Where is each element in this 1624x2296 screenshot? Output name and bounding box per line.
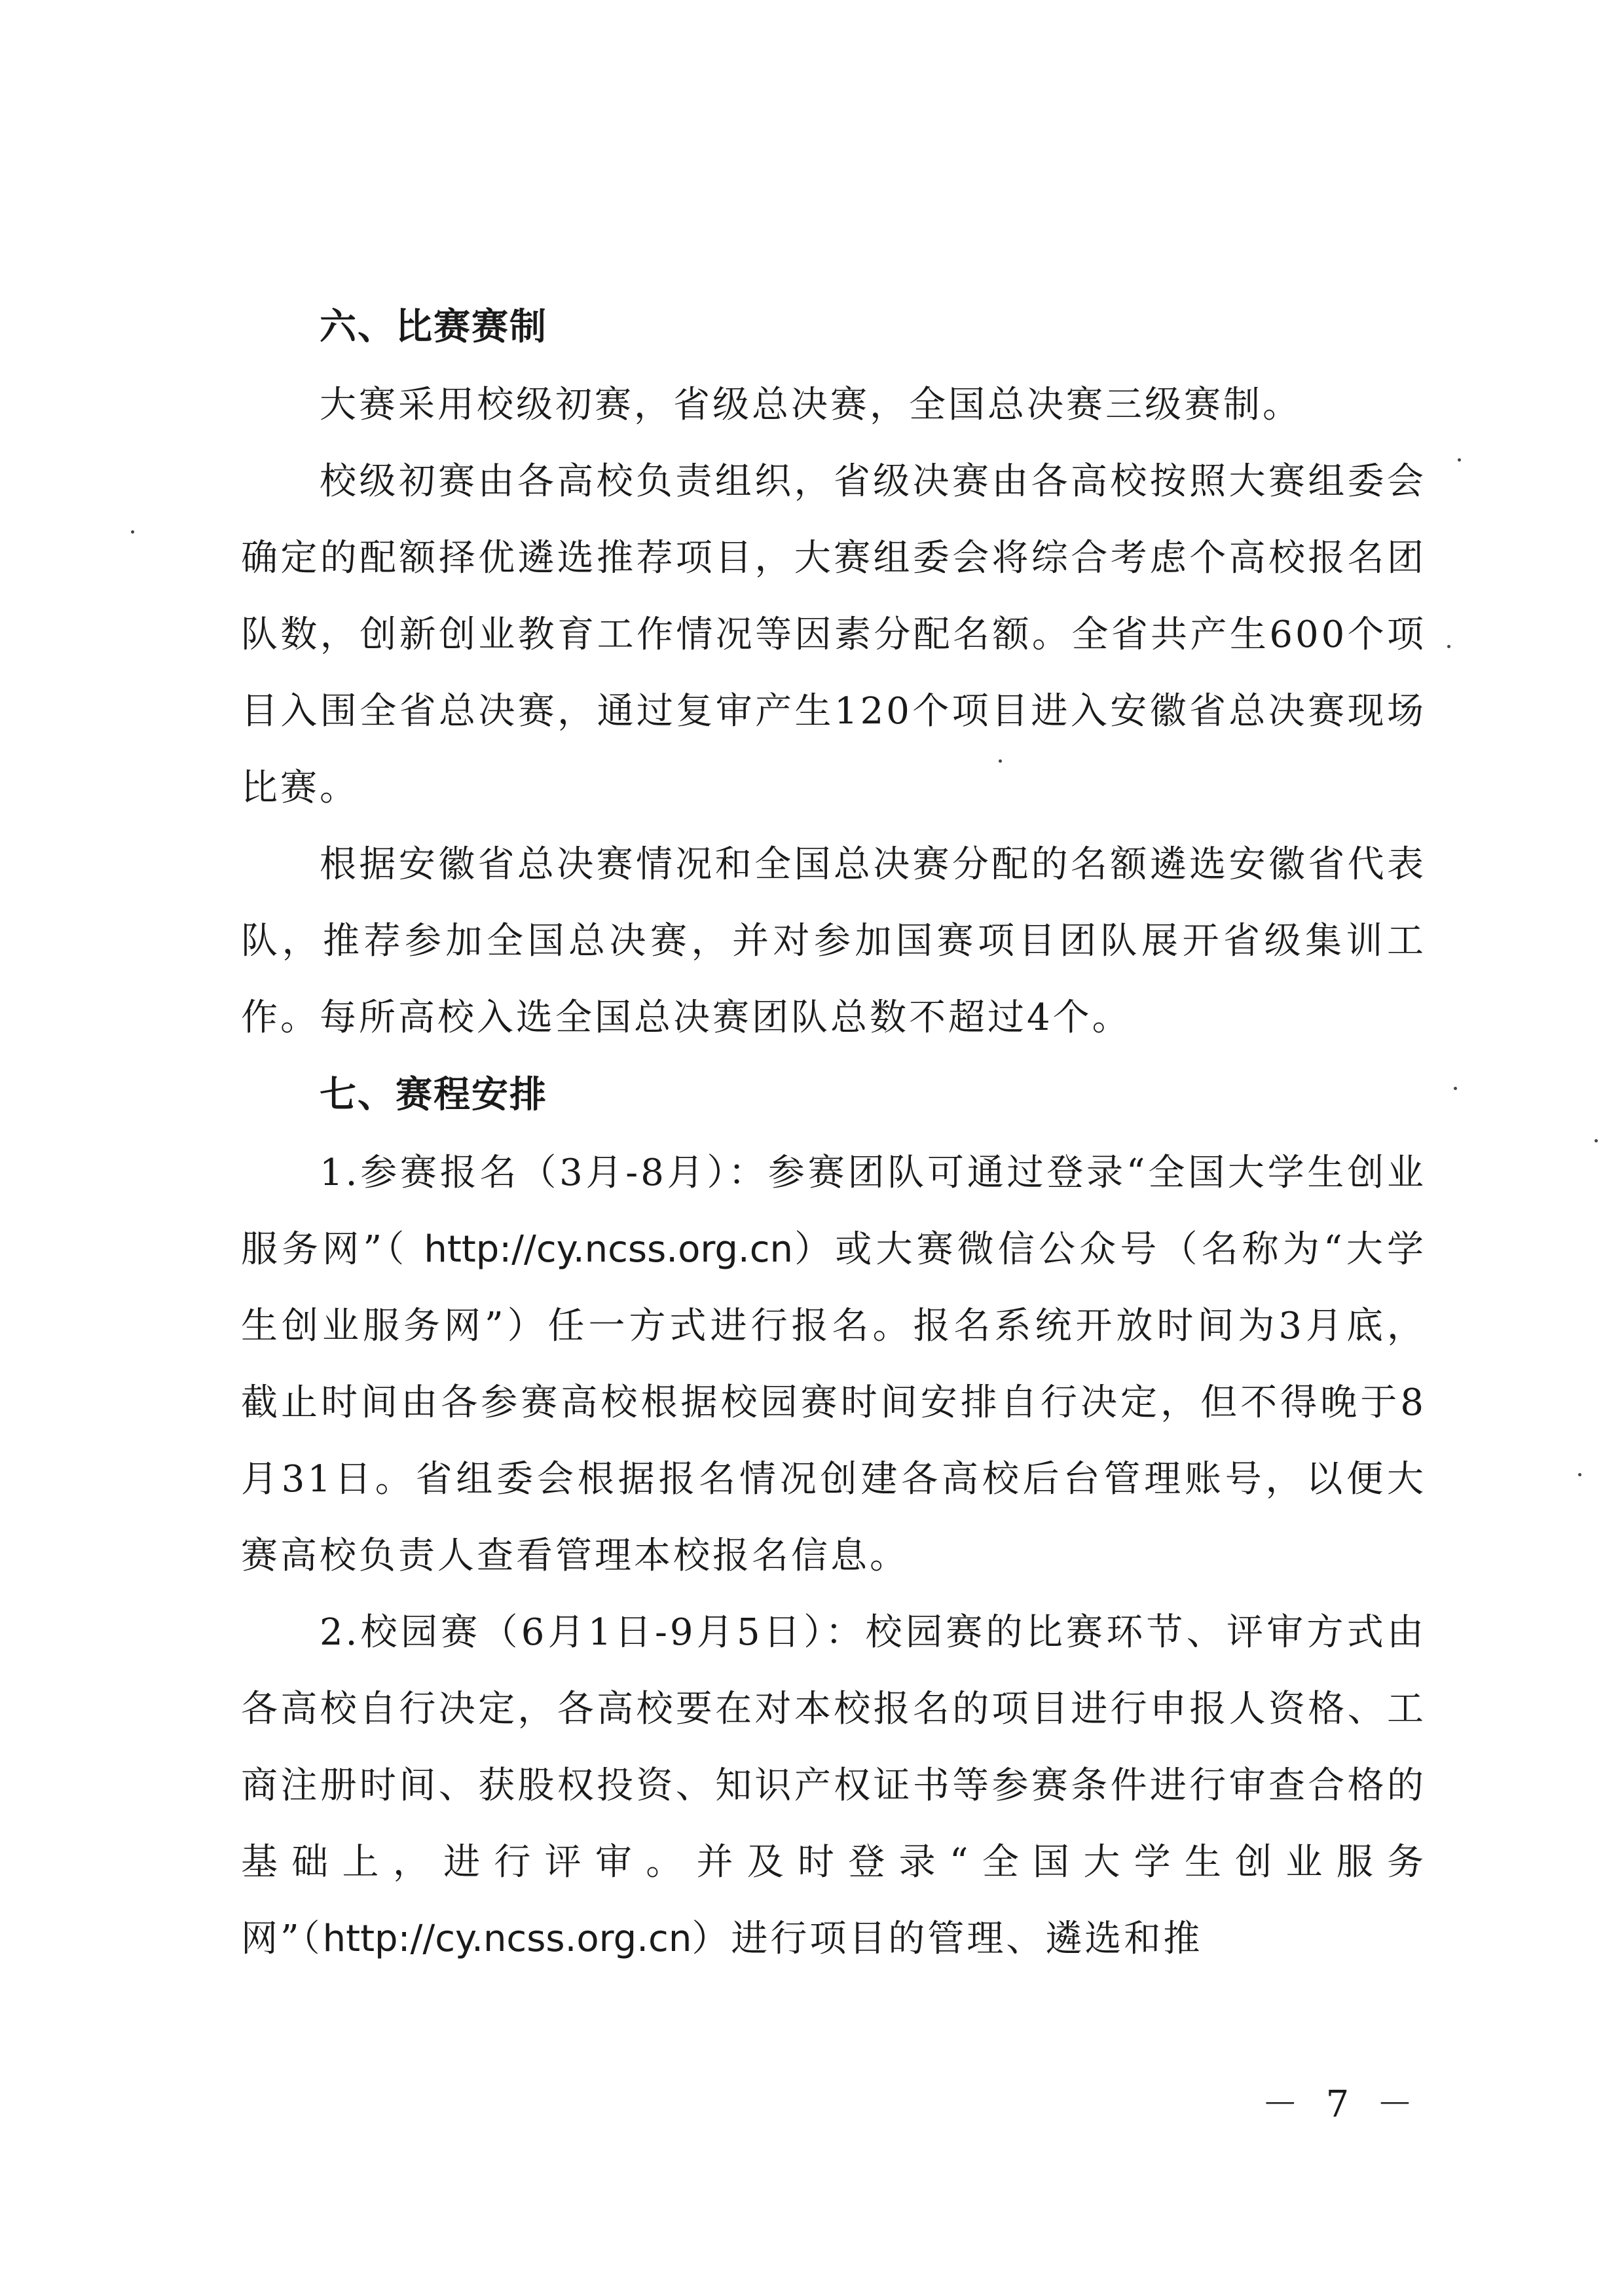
document-body bbox=[241, 288, 1426, 1977]
registration-url: http://cy.ncss.org.cn bbox=[424, 1228, 793, 1271]
campus-text-after-url: ）进行项目的管理、遴选和推 bbox=[692, 1918, 1203, 1960]
registration-text-before-url: 1.参赛报名（3月-8月）：参赛团队可通过登录“全国大学生创业服务网”（ bbox=[241, 1152, 1426, 1271]
paragraph-campus-competition bbox=[241, 1594, 1426, 1977]
paragraph-national-team: 根据安徽省总决赛情况和全国总决赛分配的名额遴选安徽省代表队，推荐参加全国总决赛，并对参加国赛项目团队展开省级集训工作。每所高校入选全国总决赛团队总数不超过4个。 bbox=[241, 843, 1426, 1039]
scan-speck bbox=[1447, 645, 1450, 648]
section-heading-schedule: 七、赛程安排 bbox=[320, 1074, 547, 1116]
registration-text-after-url: ）或大赛微信公众号（名称为“大学生创业服务网”）任一方式进行报名。报名系统开放时间为3月底，截止时间由各参赛高校根据校园赛时间安排自行决定，但不得晚于8月31日。省组委会根据报名情况创建各高校后台管理账号，以便大赛高校负责人查看管理本校报名信息。 bbox=[241, 1228, 1426, 1577]
campus-url: http://cy.ncss.org.cn bbox=[322, 1918, 692, 1960]
page-number: － 7 － bbox=[1261, 2083, 1421, 2126]
paragraph-selection-quota: 校级初赛由各高校负责组织，省级决赛由各高校按照大赛组委会确定的配额择优遴选推荐项目，大赛组委会将综合考虑个高校报名团队数，创新创业教育工作情况等因素分配名额。全省共产生600个项目入围全省总决赛，通过复审产生120个项目进入安徽省总决赛现场比赛。 bbox=[241, 460, 1426, 809]
scan-speck bbox=[999, 759, 1002, 763]
scan-speck bbox=[131, 530, 134, 534]
campus-text-before-url: 2.校园赛（6月1日-9月5日）：校园赛的比赛环节、评审方式由各高校自行决定，各高校要在对本校报名的项目进行申报人资格、工商注册时间、获股权投资、知识产权证书等参赛条件进行审查合格的基础上，进行评审。并及时登录“全国大学生创业服务网”（ bbox=[241, 1611, 1426, 1960]
scan-speck bbox=[1595, 1139, 1598, 1142]
section-heading-competition-format: 六、比赛赛制 bbox=[320, 306, 547, 348]
scan-speck bbox=[1454, 1087, 1457, 1090]
scan-speck bbox=[1458, 458, 1461, 462]
paragraph-registration bbox=[241, 1135, 1426, 1594]
paragraph-competition-levels: 大赛采用校级初赛，省级总决赛，全国总决赛三级赛制。 bbox=[320, 384, 1302, 426]
scan-speck bbox=[1578, 1473, 1581, 1476]
